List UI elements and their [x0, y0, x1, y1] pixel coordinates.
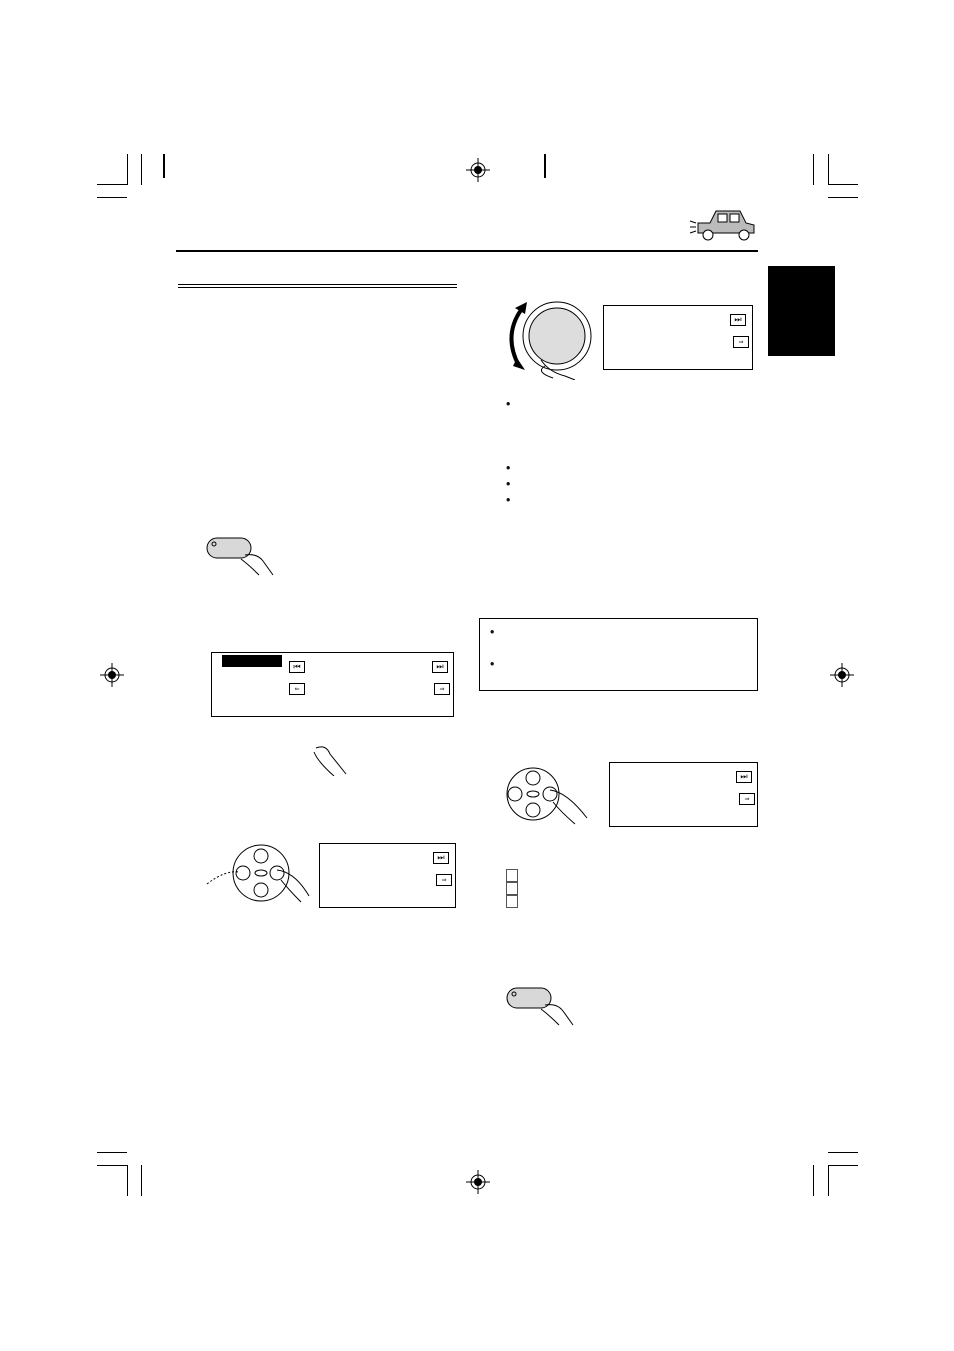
title-underline — [178, 284, 457, 285]
lcd-category-row — [610, 816, 757, 826]
control-pad-illustration — [503, 764, 593, 826]
finger-pressing-button-3 — [308, 740, 350, 776]
registration-mark-left — [100, 663, 124, 687]
lcd-category-row — [212, 706, 453, 716]
prev-track-icon: ⏮ — [289, 661, 305, 673]
control-dial-illustration — [505, 296, 600, 380]
enter-icon: ⇒ — [436, 874, 452, 886]
registration-mark-bottom — [466, 1170, 490, 1194]
enter-icon: ⇒ — [733, 336, 749, 348]
step-6-substeps — [506, 869, 766, 908]
car-icon — [688, 205, 760, 245]
language-tab — [768, 266, 835, 356]
lcd-dimmer-time-set — [603, 305, 753, 370]
lcd-psm-display — [211, 652, 454, 717]
sel-button-illustration — [205, 535, 275, 577]
number-button-upper-labels — [212, 720, 452, 730]
control-pad-illustration — [205, 840, 315, 906]
enter-icon: ⇒ — [739, 793, 755, 805]
title-underline-2 — [178, 287, 457, 288]
sel-button-illustration — [505, 985, 577, 1027]
color-calibration-bar — [544, 154, 546, 178]
enter-icon: ⇒ — [434, 683, 450, 695]
lcd-from-to — [609, 762, 758, 827]
lcd-category-row — [604, 359, 752, 369]
back-icon: ⇐ — [289, 683, 305, 695]
psm-tag — [222, 655, 282, 667]
registration-mark-top — [466, 158, 490, 182]
next-track-icon: ⏭ — [432, 661, 448, 673]
header-rule — [176, 250, 758, 252]
next-track-icon: ⏭ — [736, 771, 752, 783]
lcd-category-row — [320, 897, 455, 907]
info-box: • • — [479, 618, 758, 691]
registration-mark-right — [830, 663, 854, 687]
next-track-icon: ⏭ — [433, 852, 449, 864]
lcd-dimmer-auto — [319, 843, 456, 908]
next-track-icon: ⏭ — [730, 314, 746, 326]
grayscale-calibration-bar — [163, 154, 165, 178]
